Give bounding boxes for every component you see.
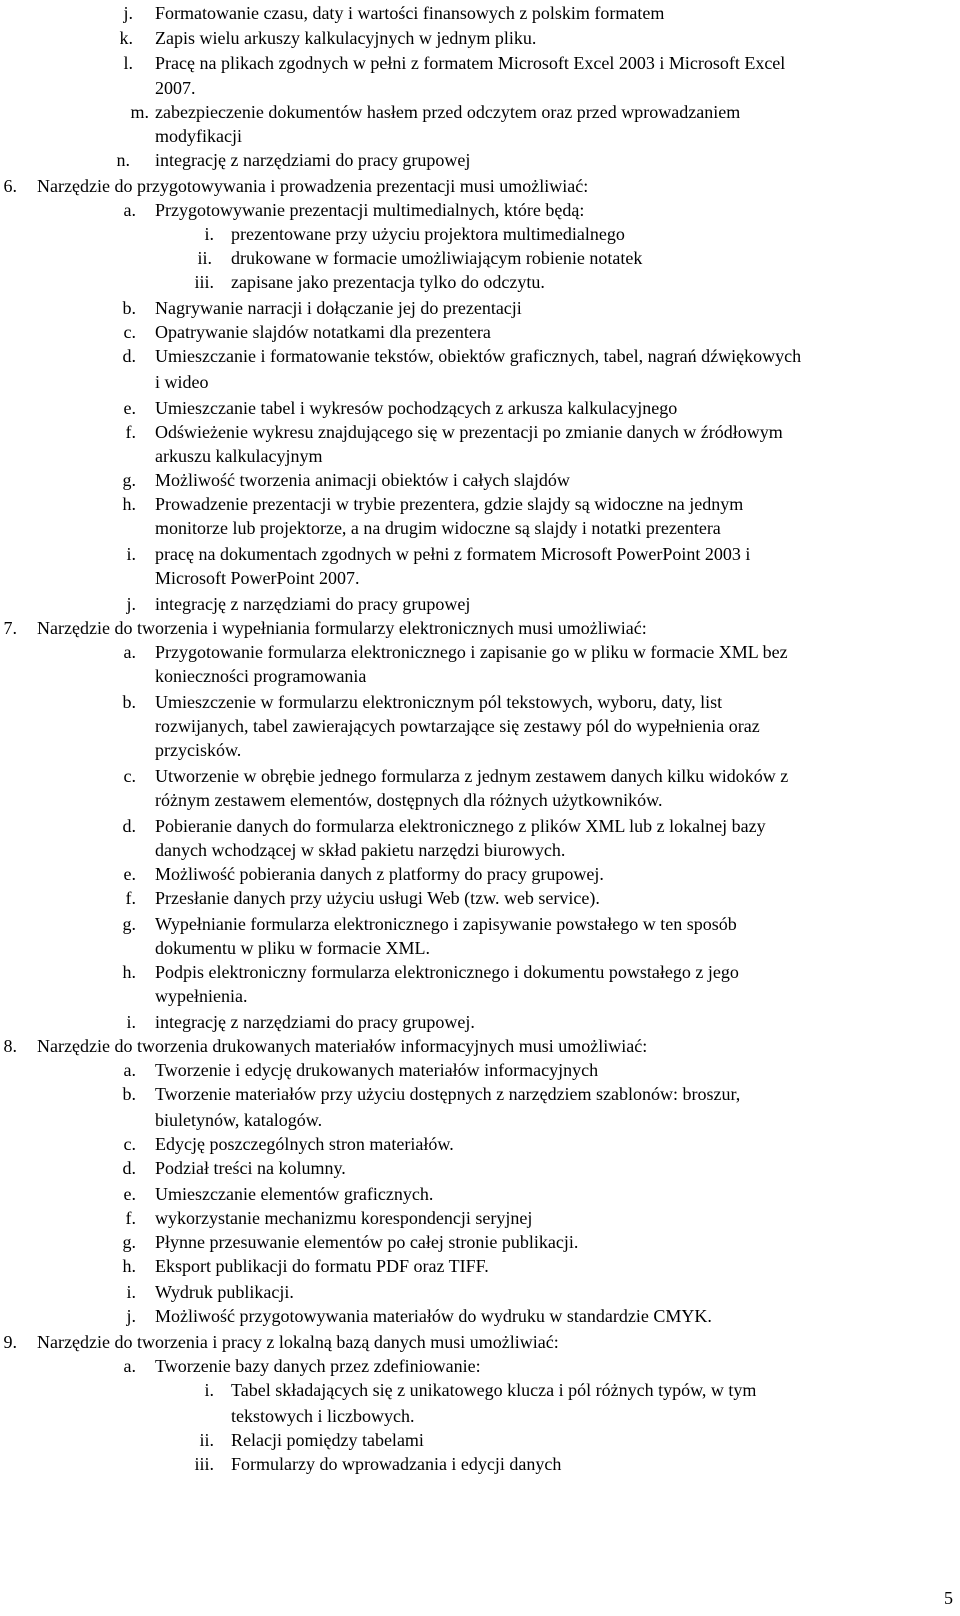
list-marker: h. bbox=[122, 494, 136, 514]
list-item-text: Edycję poszczególnych stron materiałów. bbox=[155, 1134, 454, 1154]
list-item-text: Zapis wielu arkuszy kalkulacyjnych w jednym pliku. bbox=[155, 28, 537, 48]
list-item bbox=[0, 690, 960, 714]
list-item-text: zabezpieczenie dokumentów hasłem przed odczytem oraz przed wprowadzaniem bbox=[155, 102, 741, 122]
list-marker: e. bbox=[123, 398, 136, 418]
list-item-text: Opatrywanie slajdów notatkami dla prezentera bbox=[155, 322, 491, 342]
list-marker: e. bbox=[123, 1184, 136, 1204]
list-marker: b. bbox=[122, 692, 136, 712]
list-marker: f. bbox=[125, 1208, 136, 1228]
list-item-text: Narzędzie do tworzenia i wypełniania formularzy elektronicznych musi umożliwiać: bbox=[37, 618, 647, 638]
list-marker: 6. bbox=[3, 176, 17, 196]
list-item-text: Tworzenie bazy danych przez zdefiniowanie: bbox=[155, 1356, 481, 1376]
list-item-text: wypełnienia. bbox=[155, 986, 248, 1006]
list-item bbox=[0, 1108, 960, 1132]
list-item-text: dokumentu w pliku w formacie XML. bbox=[155, 938, 430, 958]
list-item-text: wykorzystanie mechanizmu korespondencji seryjnej bbox=[155, 1208, 533, 1228]
list-item bbox=[0, 1156, 960, 1180]
list-item-text: Wydruk publikacji. bbox=[155, 1282, 294, 1302]
list-item-text: tekstowych i liczbowych. bbox=[231, 1406, 415, 1426]
list-item-text: Formatowanie czasu, daty i wartości finansowych z polskim formatem bbox=[155, 3, 665, 23]
list-item-text: Wypełnianie formularza elektronicznego i zapisywanie powstałego w ten sposób bbox=[155, 914, 737, 934]
list-item bbox=[0, 444, 960, 468]
list-item bbox=[0, 1404, 960, 1428]
list-item-text: Odświeżenie wykresu znajdującego się w prezentacji po zmianie danych w źródłowym bbox=[155, 422, 783, 442]
list-item bbox=[0, 886, 960, 910]
list-item bbox=[0, 1378, 960, 1402]
list-marker: d. bbox=[122, 346, 136, 366]
list-item-text: integrację z narzędziami do pracy grupowej. bbox=[155, 1012, 475, 1032]
list-item bbox=[0, 788, 960, 812]
list-marker: g. bbox=[122, 470, 136, 490]
list-item-text: Tworzenie i edycję drukowanych materiałów informacyjnych bbox=[155, 1060, 599, 1080]
list-item bbox=[0, 1182, 960, 1206]
list-item bbox=[0, 738, 960, 762]
list-item-text: Tabel składających się z unikatowego klucza i pól różnych typów, w tym bbox=[231, 1380, 757, 1400]
list-marker: h. bbox=[122, 962, 136, 982]
list-item-text: Formularzy do wprowadzania i edycji danych bbox=[231, 1454, 562, 1474]
list-item bbox=[0, 1254, 960, 1278]
list-item-text: zapisane jako prezentacja tylko do odczytu. bbox=[231, 272, 545, 292]
list-item-text: Możliwość tworzenia animacji obiektów i całych slajdów bbox=[155, 470, 570, 490]
list-item-text: prezentowane przy użyciu projektora multimedialnego bbox=[231, 224, 625, 244]
list-item-text: Pobieranie danych do formularza elektronicznego z plików XML lub z lokalnej bazy bbox=[155, 816, 766, 836]
list-item bbox=[0, 320, 960, 344]
list-marker: i. bbox=[126, 1282, 136, 1302]
list-item bbox=[0, 1428, 960, 1452]
list-item bbox=[0, 960, 960, 984]
list-item bbox=[0, 1034, 960, 1058]
list-item-text: Narzędzie do tworzenia i pracy z lokalną bazą danych musi umożliwiać: bbox=[37, 1332, 559, 1352]
list-item bbox=[0, 714, 960, 738]
list-item-text: Eksport publikacji do formatu PDF oraz TIFF. bbox=[155, 1256, 489, 1276]
list-item bbox=[0, 124, 960, 148]
list-item-text: Przesłanie danych przy użyciu usługi Web (tzw. web service). bbox=[155, 888, 600, 908]
list-item-text: Możliwość pobierania danych z platformy do pracy grupowej. bbox=[155, 864, 604, 884]
list-item bbox=[0, 420, 960, 444]
list-item bbox=[0, 640, 960, 664]
list-marker: m. bbox=[130, 102, 149, 122]
list-item bbox=[0, 222, 960, 246]
list-item bbox=[0, 344, 960, 368]
list-marker: g. bbox=[122, 914, 136, 934]
list-item bbox=[0, 1082, 960, 1106]
list-item-text: pracę na dokumentach zgodnych w pełni z formatem Microsoft PowerPoint 2003 i bbox=[155, 544, 751, 564]
list-item-text: konieczności programowania bbox=[155, 666, 367, 686]
list-marker: i. bbox=[204, 1380, 214, 1400]
list-marker: j. bbox=[123, 3, 133, 23]
list-item-text: integrację z narzędziami do pracy grupowej bbox=[155, 150, 471, 170]
list-marker: 7. bbox=[3, 618, 17, 638]
list-item bbox=[0, 26, 960, 50]
list-item-text: Umieszczanie elementów graficznych. bbox=[155, 1184, 434, 1204]
list-marker: k. bbox=[119, 28, 133, 48]
list-item bbox=[0, 516, 960, 540]
list-item-text: Przygotowanie formularza elektronicznego i zapisanie go w pliku w formacie XML bez bbox=[155, 642, 788, 662]
list-item bbox=[0, 664, 960, 688]
list-item-text: monitorze lub projektorze, a na drugim widoczne są slajdy i notatki prezentera bbox=[155, 518, 721, 538]
list-item bbox=[0, 1354, 960, 1378]
list-item-text: Umieszczenie w formularzu elektronicznym pól tekstowych, wyboru, daty, list bbox=[155, 692, 723, 712]
list-marker: a. bbox=[123, 1356, 136, 1376]
list-item bbox=[0, 542, 960, 566]
list-item-text: Pracę na plikach zgodnych w pełni z formatem Microsoft Excel 2003 i Microsoft Excel bbox=[155, 53, 786, 73]
list-item bbox=[0, 1206, 960, 1230]
list-marker: c. bbox=[123, 322, 136, 342]
list-marker: i. bbox=[204, 224, 214, 244]
list-item-text: Umieszczanie i formatowanie tekstów, obiektów graficznych, tabel, nagrań dźwiękowych bbox=[155, 346, 802, 366]
list-marker: i. bbox=[126, 544, 136, 564]
list-item bbox=[0, 396, 960, 420]
list-item-text: drukowane w formacie umożliwiającym robienie notatek bbox=[231, 248, 643, 268]
list-item-text: Przygotowywanie prezentacji multimedialnych, które będą: bbox=[155, 200, 585, 220]
list-item bbox=[0, 566, 960, 590]
list-item bbox=[0, 492, 960, 516]
list-item bbox=[0, 198, 960, 222]
list-marker: ii. bbox=[197, 248, 212, 268]
list-item-text: rozwijanych, tabel zawierających powtarzające się zestawy pól do wypełnienia oraz bbox=[155, 716, 760, 736]
list-item bbox=[0, 1, 960, 25]
list-item bbox=[0, 296, 960, 320]
list-item bbox=[0, 862, 960, 886]
list-item-text: Utworzenie w obrębie jednego formularza z jednym zestawem danych kilku widoków z bbox=[155, 766, 789, 786]
list-marker: j. bbox=[126, 594, 136, 614]
page-number: 5 bbox=[944, 1588, 953, 1608]
list-item bbox=[0, 984, 960, 1008]
list-item-text: przycisków. bbox=[155, 740, 242, 760]
list-marker: f. bbox=[125, 422, 136, 442]
list-item bbox=[0, 148, 960, 172]
list-marker: j. bbox=[126, 1306, 136, 1326]
list-item bbox=[0, 616, 960, 640]
list-item-text: arkuszu kalkulacyjnym bbox=[155, 446, 323, 466]
list-item bbox=[0, 76, 960, 100]
list-marker: f. bbox=[125, 888, 136, 908]
list-item-text: 2007. bbox=[155, 78, 196, 98]
list-marker: b. bbox=[122, 1084, 136, 1104]
list-item bbox=[0, 1452, 960, 1476]
list-item-text: Podpis elektroniczny formularza elektronicznego i dokumentu powstałego z jego bbox=[155, 962, 739, 982]
list-item-text: Narzędzie do przygotowywania i prowadzenia prezentacji musi umożliwiać: bbox=[37, 176, 589, 196]
list-marker: h. bbox=[122, 1256, 136, 1276]
list-item-text: Możliwość przygotowywania materiałów do wydruku w standardzie CMYK. bbox=[155, 1306, 712, 1326]
list-marker: iii. bbox=[194, 1454, 214, 1474]
list-marker: l. bbox=[123, 53, 133, 73]
list-item bbox=[0, 814, 960, 838]
list-item-text: Płynne przesuwanie elementów po całej stronie publikacji. bbox=[155, 1232, 579, 1252]
list-item-text: danych wchodzącej w skład pakietu narzędzi biurowych. bbox=[155, 840, 566, 860]
list-marker: e. bbox=[123, 864, 136, 884]
list-item-text: modyfikacji bbox=[155, 126, 242, 146]
list-item bbox=[0, 246, 960, 270]
list-item bbox=[0, 468, 960, 492]
list-marker: n. bbox=[116, 150, 130, 170]
list-marker: c. bbox=[123, 766, 136, 786]
list-item-text: Tworzenie materiałów przy użyciu dostępnych z narzędziem szablonów: broszur, bbox=[155, 1084, 741, 1104]
list-item-text: i wideo bbox=[155, 372, 209, 392]
list-marker: a. bbox=[123, 642, 136, 662]
list-marker: d. bbox=[122, 1158, 136, 1178]
list-item bbox=[0, 1280, 960, 1304]
list-item bbox=[0, 912, 960, 936]
list-item-text: Microsoft PowerPoint 2007. bbox=[155, 568, 360, 588]
list-marker: g. bbox=[122, 1232, 136, 1252]
list-item bbox=[0, 370, 960, 394]
list-item bbox=[0, 838, 960, 862]
list-item bbox=[0, 592, 960, 616]
list-item-text: integrację z narzędziami do pracy grupowej bbox=[155, 594, 471, 614]
list-marker: 9. bbox=[3, 1332, 17, 1352]
list-item-text: Relacji pomiędzy tabelami bbox=[231, 1430, 424, 1450]
list-marker: b. bbox=[122, 298, 136, 318]
list-item bbox=[0, 270, 960, 294]
list-marker: a. bbox=[123, 1060, 136, 1080]
list-marker: i. bbox=[126, 1012, 136, 1032]
list-item-text: biuletynów, katalogów. bbox=[155, 1110, 323, 1130]
list-item bbox=[0, 1330, 960, 1354]
list-item bbox=[0, 1230, 960, 1254]
list-marker: c. bbox=[123, 1134, 136, 1154]
list-item-text: Prowadzenie prezentacji w trybie prezentera, gdzie slajdy są widoczne na jednym bbox=[155, 494, 744, 514]
list-item-text: Nagrywanie narracji i dołączanie jej do prezentacji bbox=[155, 298, 522, 318]
list-marker: ii. bbox=[199, 1430, 214, 1450]
list-item bbox=[0, 1132, 960, 1156]
list-item-text: różnym zestawem elementów, dostępnych dla różnych użytkowników. bbox=[155, 790, 663, 810]
list-item-text: Podział treści na kolumny. bbox=[155, 1158, 346, 1178]
list-item bbox=[0, 764, 960, 788]
list-marker: d. bbox=[122, 816, 136, 836]
list-item-text: Narzędzie do tworzenia drukowanych materiałów informacyjnych musi umożliwiać: bbox=[37, 1036, 648, 1056]
list-item bbox=[0, 100, 960, 124]
list-item bbox=[0, 1010, 960, 1034]
list-marker: a. bbox=[123, 200, 136, 220]
list-item-text: Umieszczanie tabel i wykresów pochodzących z arkusza kalkulacyjnego bbox=[155, 398, 678, 418]
list-item bbox=[0, 936, 960, 960]
list-item bbox=[0, 174, 960, 198]
list-item bbox=[0, 51, 960, 75]
list-marker: iii. bbox=[194, 272, 214, 292]
list-item bbox=[0, 1058, 960, 1082]
list-item bbox=[0, 1304, 960, 1328]
list-marker: 8. bbox=[3, 1036, 17, 1056]
